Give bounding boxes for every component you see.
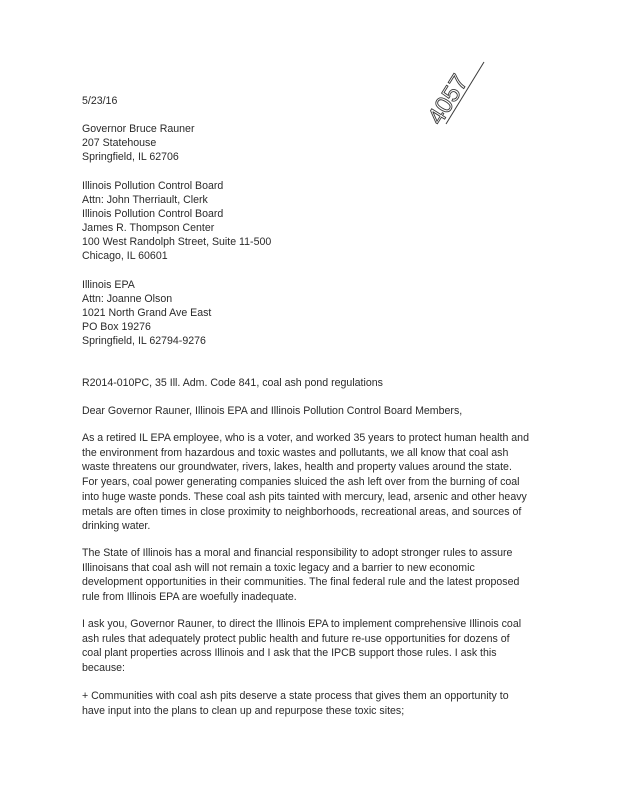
stamp-graphic xyxy=(412,54,492,134)
paragraph-2-line: Illinoisans that coal ash will not remain a toxic legacy and a barrier to new economic xyxy=(82,561,475,574)
paragraph-1-line: For years, coal power generating companies sluiced the ash left over from the burning of coal xyxy=(82,476,520,489)
body-paragraph-4 xyxy=(82,689,542,718)
recipient-1-line-3: Springfield, IL 62706 xyxy=(82,151,179,163)
body-paragraph-2 xyxy=(82,546,542,605)
paragraph-2-line: The State of Illinois has a moral and financial responsibility to adopt stronger rules to assure xyxy=(82,547,513,559)
recipient-1-line-1: Governor Bruce Rauner xyxy=(82,123,195,135)
recipient-3-line-3: 1021 North Grand Ave East xyxy=(82,307,212,319)
paragraph-1-line: the environment from hazardous and toxic wastes and pollutants, we all know that coal ash xyxy=(82,446,509,459)
paragraph-2-line: development opportunities in their communities. The final federal rule and the latest proposed xyxy=(82,576,520,589)
body-paragraph-3 xyxy=(82,617,542,676)
paragraph-3-line: coal plant properties across Illinois and I ask that the IPCB support those rules. I ask this xyxy=(82,647,497,660)
paragraph-3-line: ash rules that adequately protect public health and future re-use opportunities for dozens of xyxy=(82,632,510,645)
recipient-3-line-1: Illinois EPA xyxy=(82,279,135,291)
letter-salutation: Dear Governor Rauner, Illinois EPA and Illinois Pollution Control Board Members, xyxy=(82,405,463,417)
recipient-3-line-4: PO Box 19276 xyxy=(82,321,151,333)
body-paragraph-1 xyxy=(82,431,542,534)
recipient-3-line-2: Attn: Joanne Olson xyxy=(82,293,173,305)
handwritten-stamp xyxy=(412,54,492,134)
recipient-3-line-5: Springfield, IL 62794-9276 xyxy=(82,335,206,347)
paragraph-1-line: metals are often times in close proximity to neighborhoods, recreational areas, and sources of xyxy=(82,505,522,518)
paragraph-3-line: I ask you, Governor Rauner, to direct the Illinois EPA to implement comprehensive Illinois coal xyxy=(82,618,522,630)
recipient-2-line-6: Chicago, IL 60601 xyxy=(82,250,168,262)
paragraph-1-line: As a retired IL EPA employee, who is a voter, and worked 35 years to protect human health and xyxy=(82,432,529,444)
paragraph-1-line: into huge waste ponds. These coal ash pits tainted with mercury, lead, arsenic and other heavy xyxy=(82,490,527,503)
recipient-2-line-1: Illinois Pollution Control Board xyxy=(82,180,224,192)
stamp-number: 4057 xyxy=(422,69,474,130)
recipient-2-line-3: Illinois Pollution Control Board xyxy=(82,208,224,220)
letter-subject: R2014-010PC, 35 Ill. Adm. Code 841, coal ash pond regulations xyxy=(82,377,383,389)
letter-date: 5/23/16 xyxy=(82,95,118,107)
paragraph-1-line: drinking water. xyxy=(82,520,151,533)
paragraph-1-line: waste threatens our groundwater, rivers, lakes, health and property values around the state. xyxy=(82,461,512,474)
paragraph-4-line: have input into the plans to clean up and repurpose these toxic sites; xyxy=(82,704,405,717)
paragraph-4-line: + Communities with coal ash pits deserve a state process that gives them an opportunity to xyxy=(82,690,509,702)
paragraph-2-line: rule from Illinois EPA are woefully inadequate. xyxy=(82,591,297,604)
paragraph-3-line: because: xyxy=(82,662,125,675)
recipient-1-line-2: 207 Statehouse xyxy=(82,137,157,149)
recipient-2-line-5: 100 West Randolph Street, Suite 11-500 xyxy=(82,236,272,248)
recipient-2-line-2: Attn: John Therriault, Clerk xyxy=(82,194,208,206)
recipient-2-line-4: James R. Thompson Center xyxy=(82,222,215,234)
